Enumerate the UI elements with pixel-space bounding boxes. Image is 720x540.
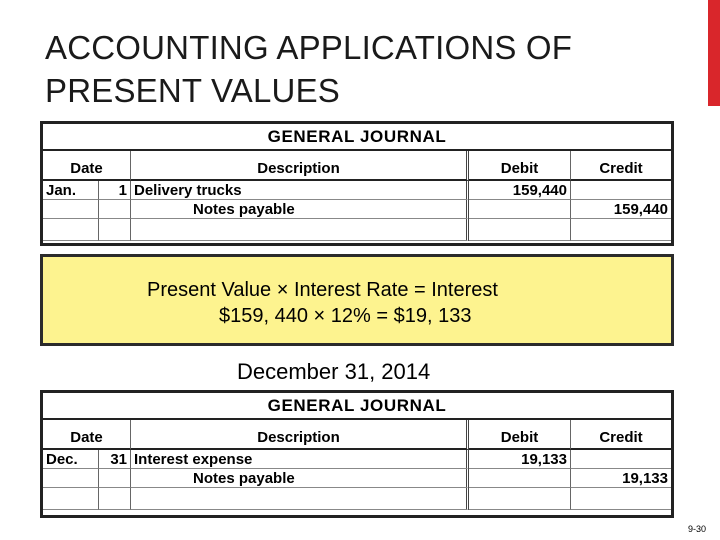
description-header: Description <box>131 420 469 450</box>
entry-day: 1 <box>99 181 131 200</box>
blank-cell <box>43 488 99 510</box>
blank-cell <box>99 219 131 241</box>
blank-cell <box>99 488 131 510</box>
blank-cell <box>571 488 671 510</box>
entry-debit: 159,440 <box>469 181 571 200</box>
title-line-1: ACCOUNTING APPLICATIONS OF <box>45 29 573 66</box>
blank-cell <box>131 488 469 510</box>
entry-description: Delivery trucks <box>131 181 469 200</box>
blank-cell <box>131 219 469 241</box>
entry-description: Interest expense <box>131 450 469 469</box>
journal-grid <box>43 420 671 510</box>
date-header: Date <box>43 151 131 181</box>
credit-header: Credit <box>571 151 671 181</box>
description-header: Description <box>131 151 469 181</box>
formula-line-2: $159, 440 × 12% = $19, 133 <box>219 305 472 327</box>
accent-bar <box>708 0 720 106</box>
blank-cell <box>469 488 571 510</box>
date-header: Date <box>43 420 131 450</box>
entry-day: 31 <box>99 450 131 469</box>
debit-header: Debit <box>469 151 571 181</box>
entry-credit <box>571 181 671 200</box>
entry-month: Jan. <box>43 181 99 200</box>
entry-debit <box>469 469 571 488</box>
blank-cell <box>43 219 99 241</box>
general-journal-entry-jan <box>40 121 674 246</box>
journal-grid <box>43 151 671 241</box>
entry-credit: 159,440 <box>571 200 671 219</box>
title-line-2: PRESENT VALUES <box>45 72 341 109</box>
blank-cell <box>469 219 571 241</box>
entry-debit <box>469 200 571 219</box>
interest-formula-box <box>40 254 674 346</box>
entry-day <box>99 200 131 219</box>
page-number: 9-30 <box>687 524 706 534</box>
entry-month <box>43 469 99 488</box>
credit-header: Credit <box>571 420 671 450</box>
slide-title <box>45 26 685 112</box>
journal-title: GENERAL JOURNAL <box>43 124 671 151</box>
date-caption: December 31, 2014 <box>237 359 431 384</box>
general-journal-entry-dec <box>40 390 674 518</box>
entry-debit: 19,133 <box>469 450 571 469</box>
journal-title: GENERAL JOURNAL <box>43 393 671 420</box>
entry-credit: 19,133 <box>571 469 671 488</box>
entry-month: Dec. <box>43 450 99 469</box>
entry-month <box>43 200 99 219</box>
formula-line-1: Present Value × Interest Rate = Interest <box>147 279 498 301</box>
entry-credit <box>571 450 671 469</box>
debit-header: Debit <box>469 420 571 450</box>
blank-cell <box>571 219 671 241</box>
entry-description: Notes payable <box>131 469 469 488</box>
entry-day <box>99 469 131 488</box>
entry-description: Notes payable <box>131 200 469 219</box>
